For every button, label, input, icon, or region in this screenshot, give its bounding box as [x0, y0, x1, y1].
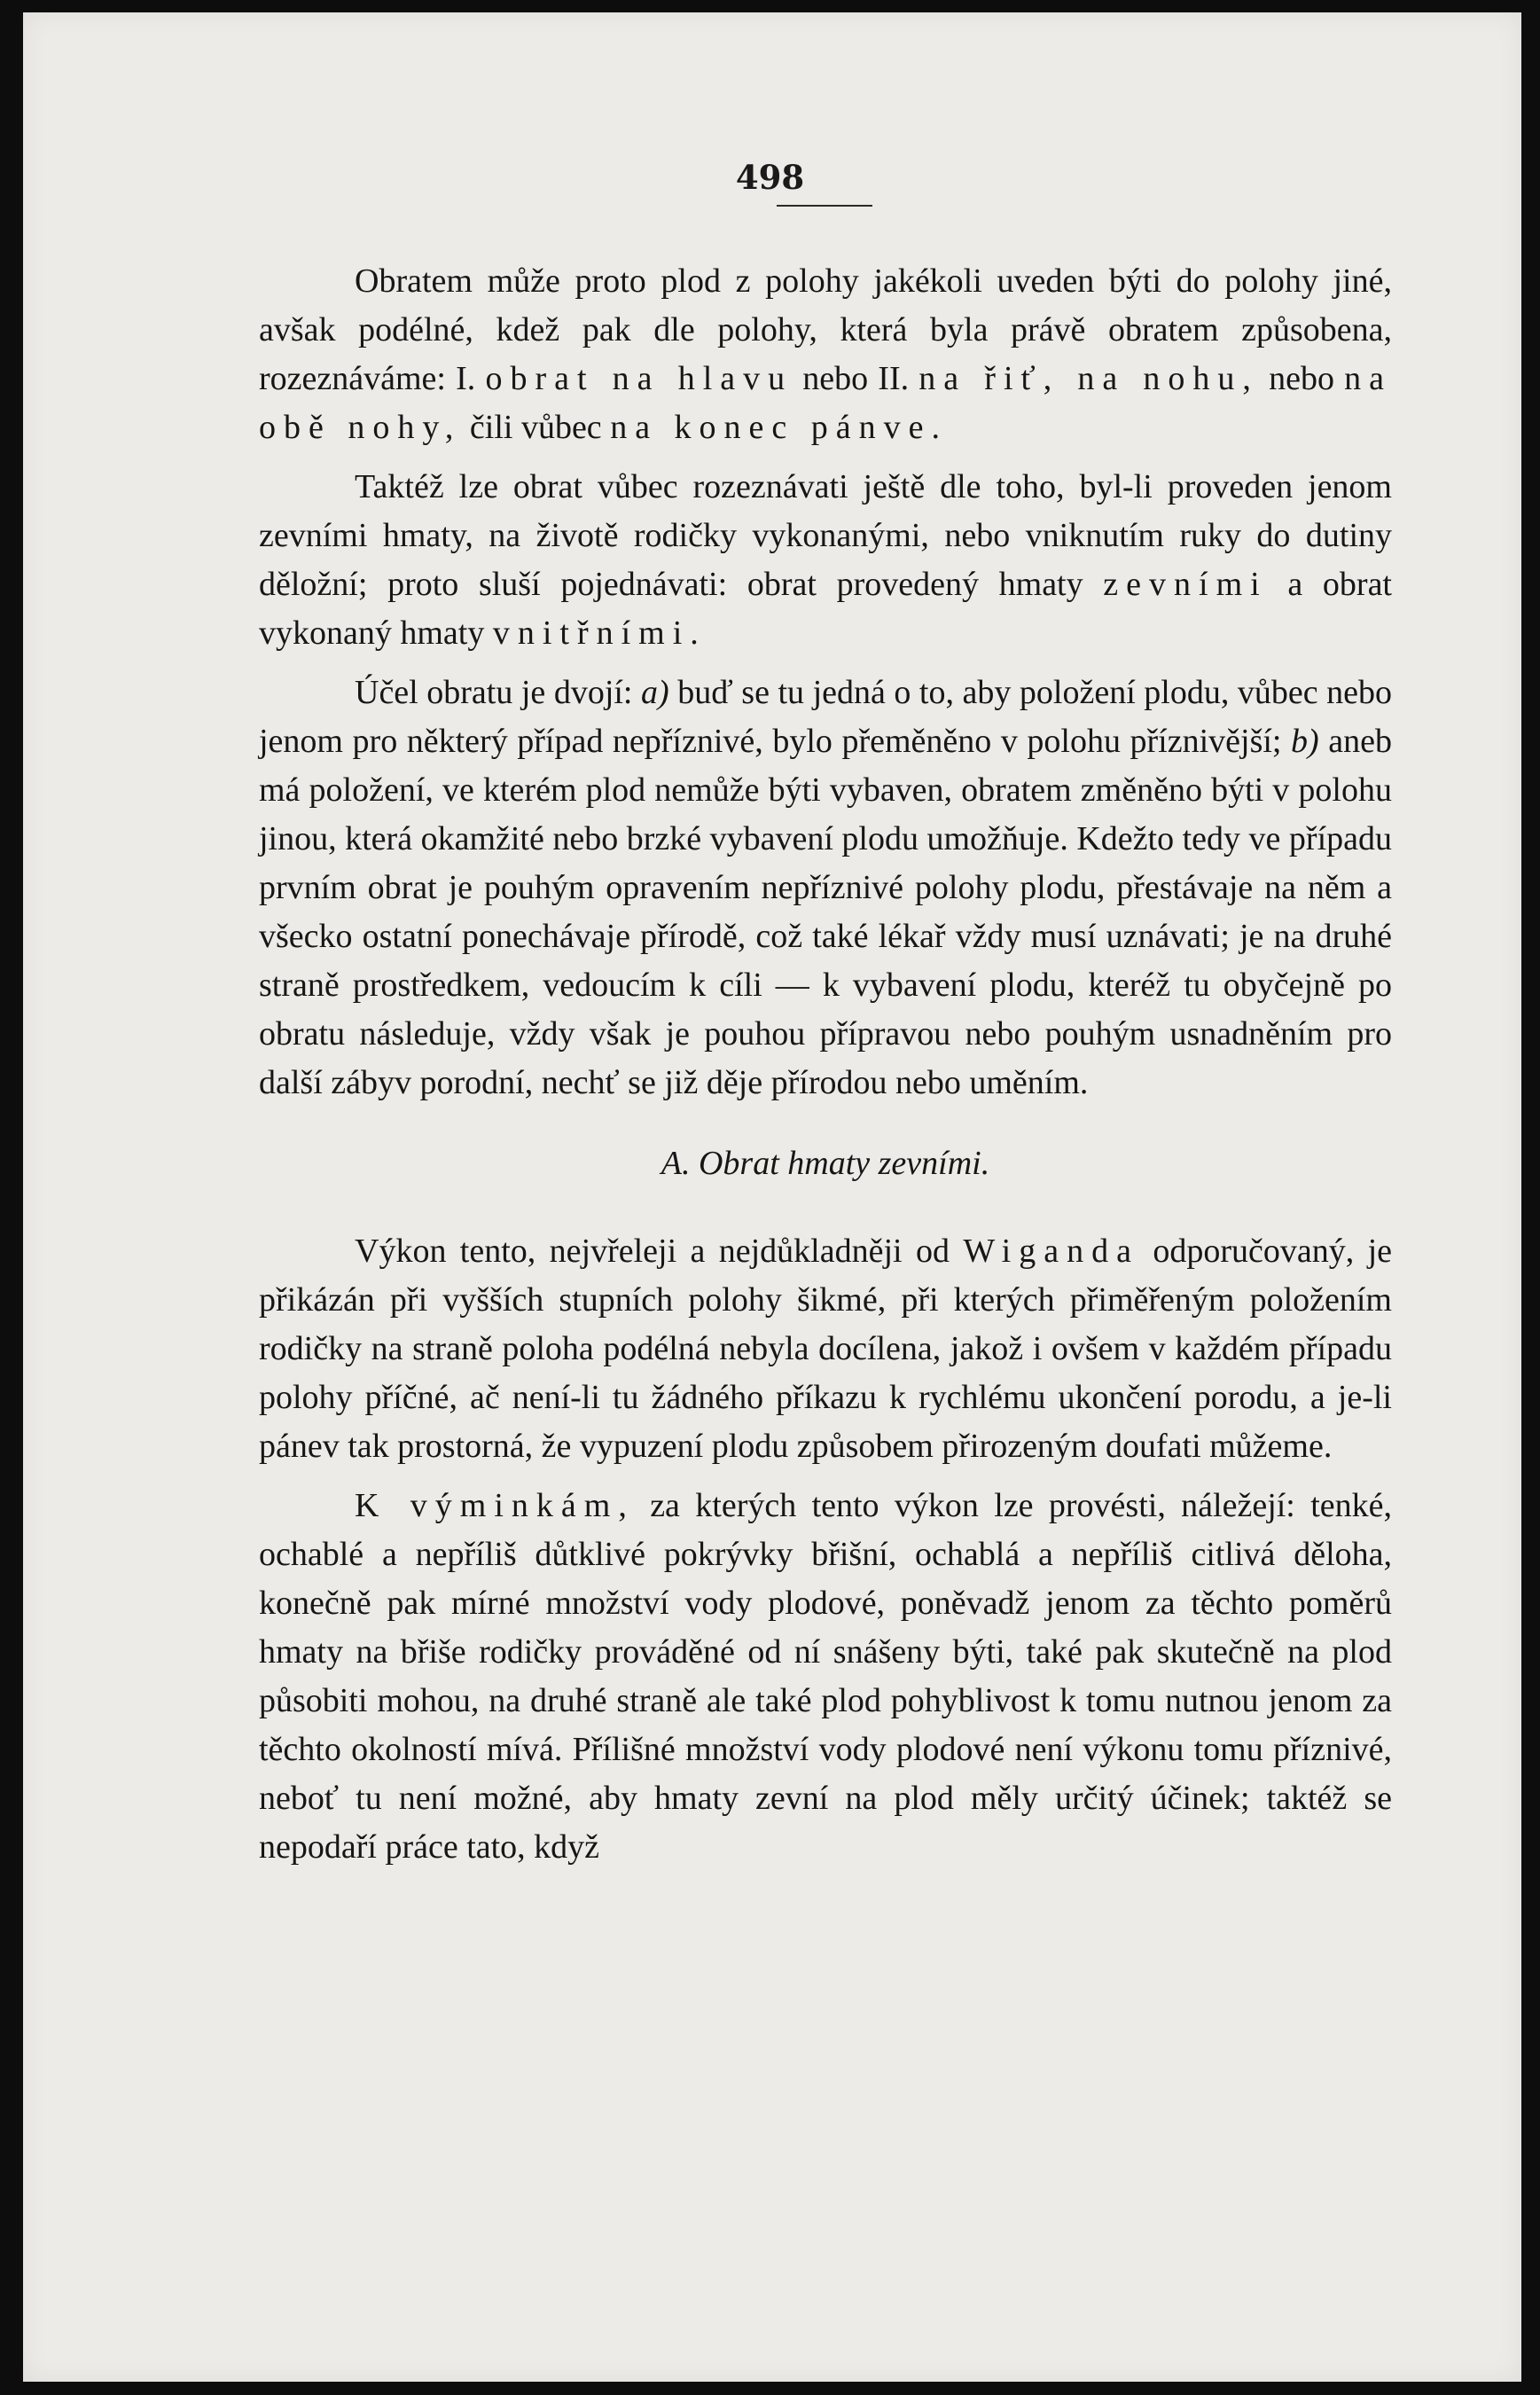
body-text [259, 257, 1392, 1882]
paragraph-5: K výminkám, za kterých tento výkon lze provésti, náležejí: tenké, ochablé a nepříliš důtklivé pokrývky břišní, ochablá a nepříliš citlivá děloha, konečně pak mírné množství vody plodové, poněvadž jenom za těchto poměrů hmaty na břiše rodičky prováděné od ní snášeny býti, také pak skutečně na plod působiti mohou, na druhé straně ale také plod pohyblivost k tomu nutnou jenom za těchto okolností mívá. Přílišné množství vody plodové není výkonu tomu příznivé, neboť tu není možné, aby hmaty zevní na plod měly určitý účinek; taktéž se nepodaří práce tato, když [259, 1487, 1393, 1866]
paragraph-1: Obratem může proto plod z polohy jakékoli uveden býti do polohy jiné, avšak podélné, kdež pak dle polohy, která byla právě obratem způsobena, rozeznáváme: I. obrat na hlavu nebo II. na řiť, na nohu, nebo na obě nohy, čili vůbec na konec pánve. [259, 262, 1392, 446]
spaced-emphasis: na řiť, na nohu, [919, 360, 1259, 397]
section-heading: A. Obrat hmaty zevními. [661, 1145, 990, 1182]
paragraph-2: Taktéž lze obrat vůbec rozeznávati ještě dle toho, byl-li proveden jenom zevními hmaty, na životě rodičky vykonanými, nebo vniknutím ruky do dutiny děložní; proto sluší pojednávati: obrat provedený hmaty zevními a obrat vykonaný hmaty vnitřními. [259, 468, 1392, 652]
page-number: 498 [735, 158, 805, 197]
spaced-emphasis: K výminkám, [355, 1487, 635, 1524]
spaced-emphasis: zevními [1103, 566, 1268, 603]
spaced-emphasis: obrat na hlavu [485, 360, 793, 397]
list-marker-b: b) [1291, 723, 1319, 760]
spaced-emphasis: na obě nohy, [259, 360, 1392, 446]
paragraph-4: Výkon tento, nejvřeleji a nejdůkladněji od Wiganda odporučovaný, je přikázán při vyšších stupních polohy šikmé, při kterých přiměřeným položením rodičky na straně poloha podélná nebyla docílena, jakož i ovšem v každém případu polohy příčné, ač není-li tu žádného příkazu k rychlému ukončení porodu, a je-li pánev tak prostorná, že vypuzení plodu způsobem přirozeným doufati můžeme. [259, 1233, 1392, 1465]
list-marker-a: a) [641, 674, 669, 711]
spaced-emphasis: na konec pánve. [610, 409, 949, 446]
paragraph-3: Účel obratu je dvojí: a) buď se tu jedná o to, aby položení plodu, vůbec nebo jenom pro některý případ nepříznivé, bylo přeměněno v polohu příznivější; b) aneb má položení, ve kterém plod nemůže býti vybaven, obratem změněno býti v polohu jinou, která okamžité nebo brzké vybavení plodu umožňuje. Kdežto tedy ve případu prvním obrat je pouhým opravením nepříznivé polohy plodu, přestávaje na něm a všecko ostatní ponechávaje přírodě, což také lékař vždy musí uznávati; je na druhé straně prostředkem, vedoucím k cíli — k vybavení plodu, kteréž tu obyčejně po obratu následuje, vždy však je pouhou přípravou nebo pouhým usnadněním pro další zábyv porodní, nechť se již děje přírodou nebo uměním. [259, 674, 1392, 1101]
spaced-emphasis: Wiganda [963, 1233, 1139, 1270]
page-number-rule [777, 205, 872, 207]
spaced-emphasis: vnitřními. [492, 614, 707, 652]
